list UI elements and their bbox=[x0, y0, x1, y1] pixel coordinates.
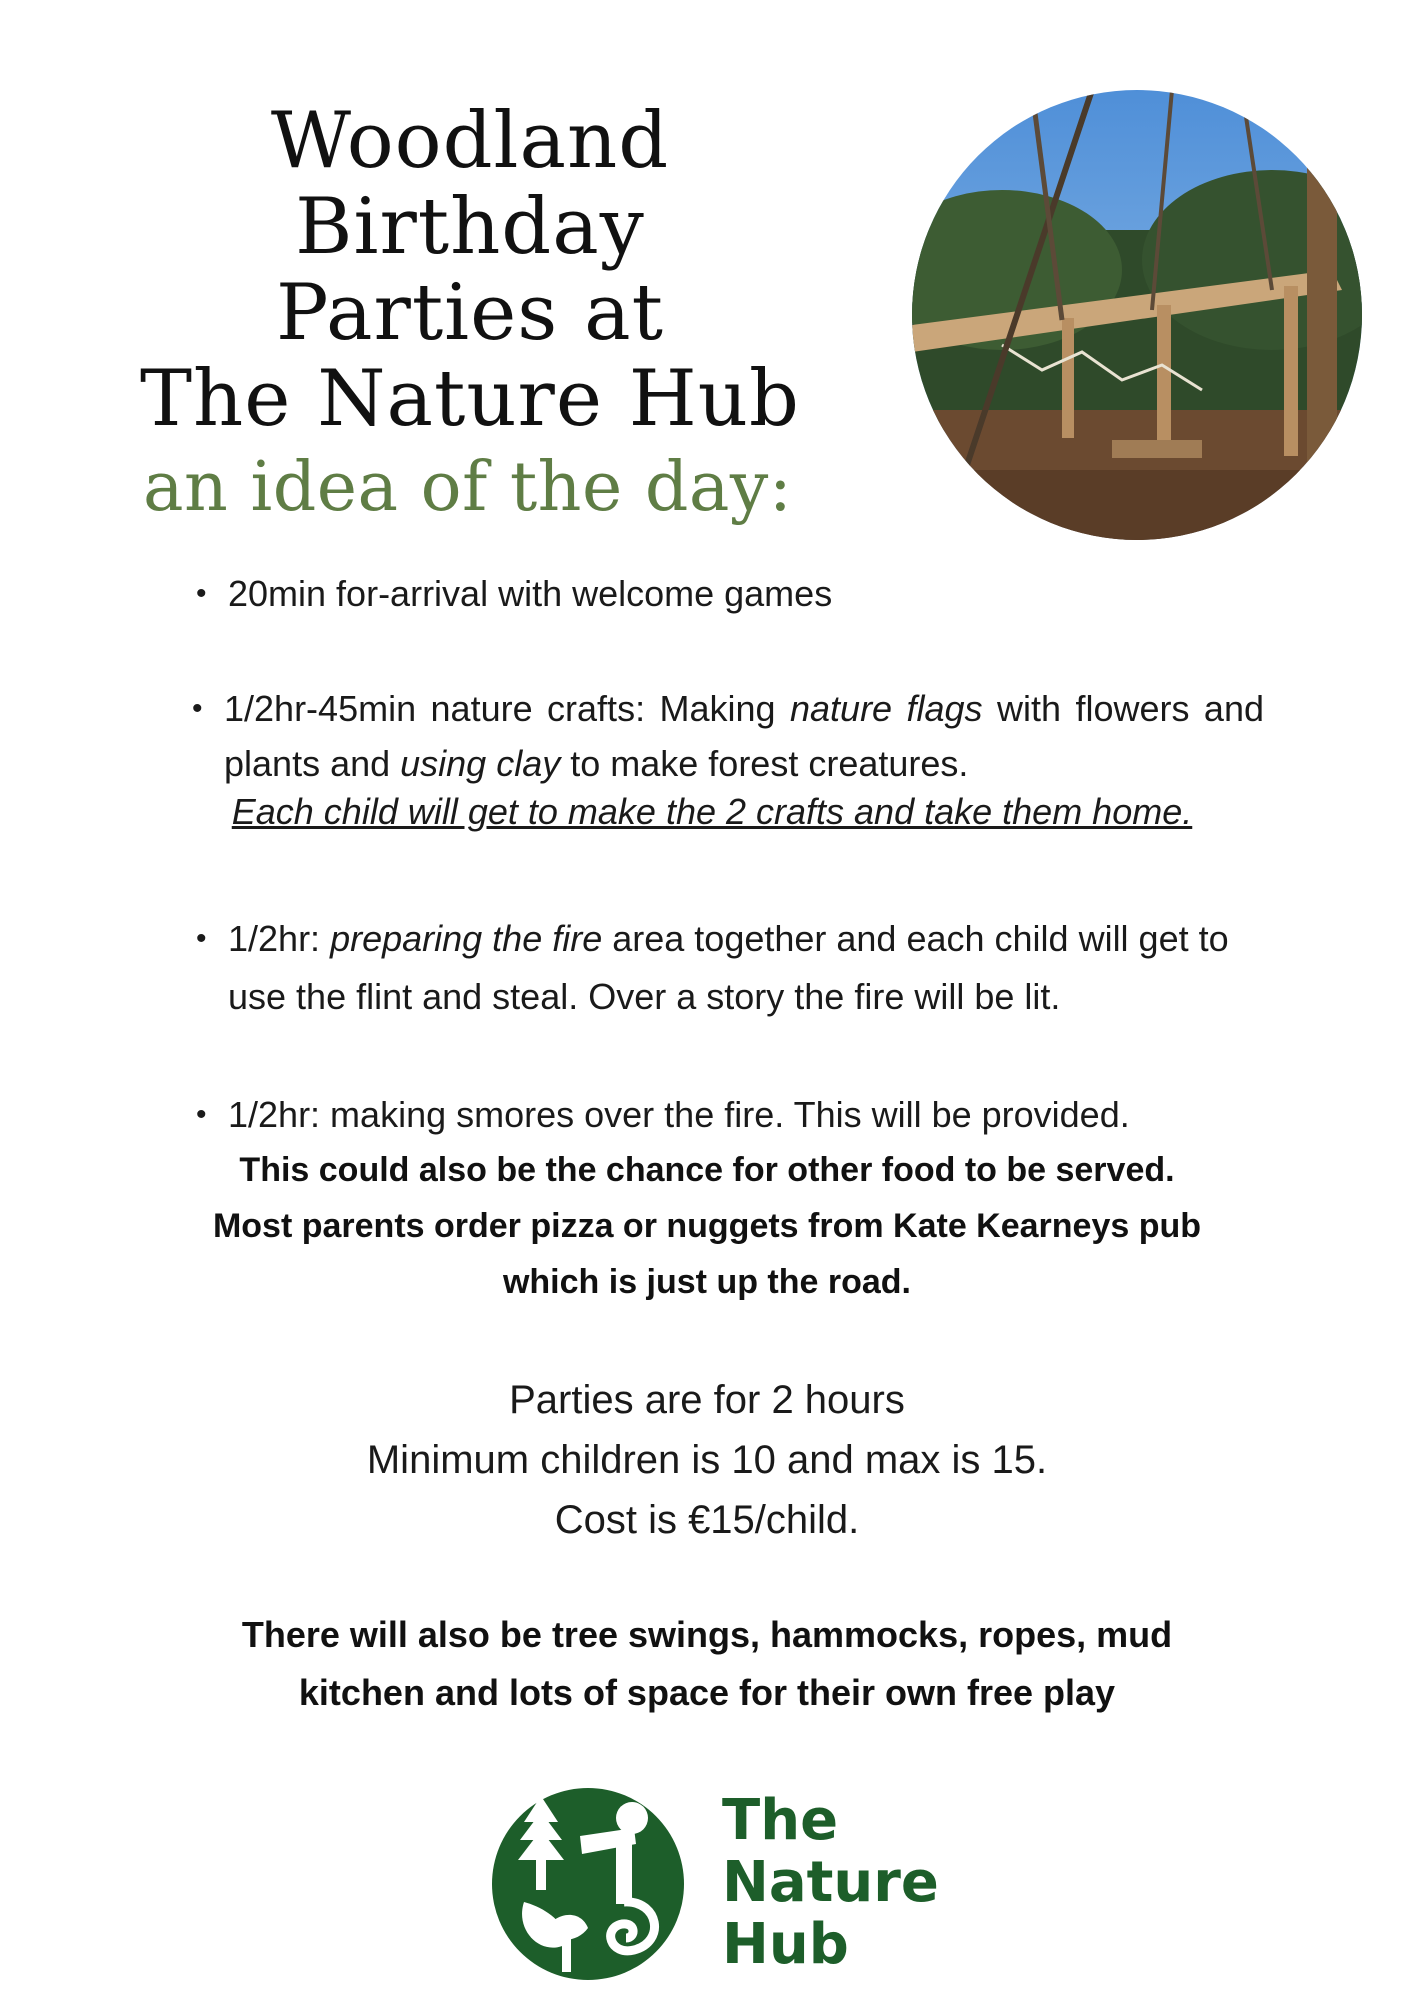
food-note-line-3: which is just up the road. bbox=[502, 1263, 912, 1301]
title-line-1: Woodland Birthday bbox=[270, 96, 670, 272]
page-title bbox=[110, 98, 830, 442]
bullet-text: 1/2hr: making smores over the fire. This will be provided. bbox=[228, 1094, 1130, 1135]
bullet-icon: • bbox=[192, 692, 203, 725]
nature-hub-logo-text bbox=[722, 1790, 939, 1976]
bullet-emphasis: preparing the fire bbox=[330, 918, 603, 959]
food-note-line-2: Most parents order pizza or nuggets from Kate Kearneys pub bbox=[212, 1207, 1202, 1245]
bullet-line-1 bbox=[224, 681, 1264, 736]
nature-hub-logo-icon bbox=[484, 1782, 698, 1982]
list-item bbox=[196, 566, 1288, 621]
list-item bbox=[192, 681, 1264, 791]
food-note-line-1: This could also be the chance for other food to be served. bbox=[239, 1151, 1175, 1189]
list-item bbox=[196, 910, 1268, 1026]
bullet-line-2 bbox=[224, 743, 968, 784]
bullet-text: plants and bbox=[224, 743, 401, 784]
bullet-emphasis: using clay bbox=[400, 743, 561, 784]
bullet-text: area together and each child will get to use the flint and steal. Over a story the fire will be lit. bbox=[228, 918, 1229, 1017]
party-details bbox=[0, 1370, 1414, 1550]
logo-line-3: Hub bbox=[722, 1912, 849, 1977]
details-duration: Parties are for 2 hours bbox=[509, 1378, 905, 1422]
details-cost: Cost is €15/child. bbox=[554, 1498, 860, 1542]
bullet-text: with flowers and bbox=[982, 688, 1264, 729]
title-line-3: The Nature Hub bbox=[140, 354, 800, 444]
bullet-icon: • bbox=[196, 922, 207, 955]
bullet-icon: • bbox=[196, 577, 207, 610]
extras-line-2: kitchen and lots of space for their own free play bbox=[298, 1672, 1116, 1713]
woodland-shelter-photo bbox=[912, 90, 1362, 540]
section-heading: an idea of the day: bbox=[143, 448, 793, 527]
extras-note bbox=[0, 1606, 1414, 1722]
logo-line-1: The bbox=[722, 1788, 839, 1853]
bullet-text: to make forest creatures. bbox=[560, 743, 969, 784]
food-note bbox=[0, 1142, 1414, 1310]
bullet-icon: • bbox=[196, 1098, 207, 1131]
details-capacity: Minimum children is 10 and max is 15. bbox=[366, 1438, 1048, 1482]
extras-line-1: There will also be tree swings, hammocks, ropes, mud bbox=[241, 1614, 1173, 1655]
list-item bbox=[196, 1087, 1288, 1142]
crafts-note: Each child will get to make the 2 crafts and take them home. bbox=[231, 791, 1193, 832]
bullet-emphasis: nature flags bbox=[790, 688, 983, 729]
bullet-text: 20min for-arrival with welcome games bbox=[228, 573, 833, 614]
title-line-2: Parties at bbox=[276, 268, 664, 358]
bullet-text: 1/2hr-45min nature crafts: Making bbox=[224, 688, 790, 729]
logo-line-2: Nature bbox=[722, 1850, 939, 1915]
bullet-text: 1/2hr: bbox=[228, 918, 331, 959]
